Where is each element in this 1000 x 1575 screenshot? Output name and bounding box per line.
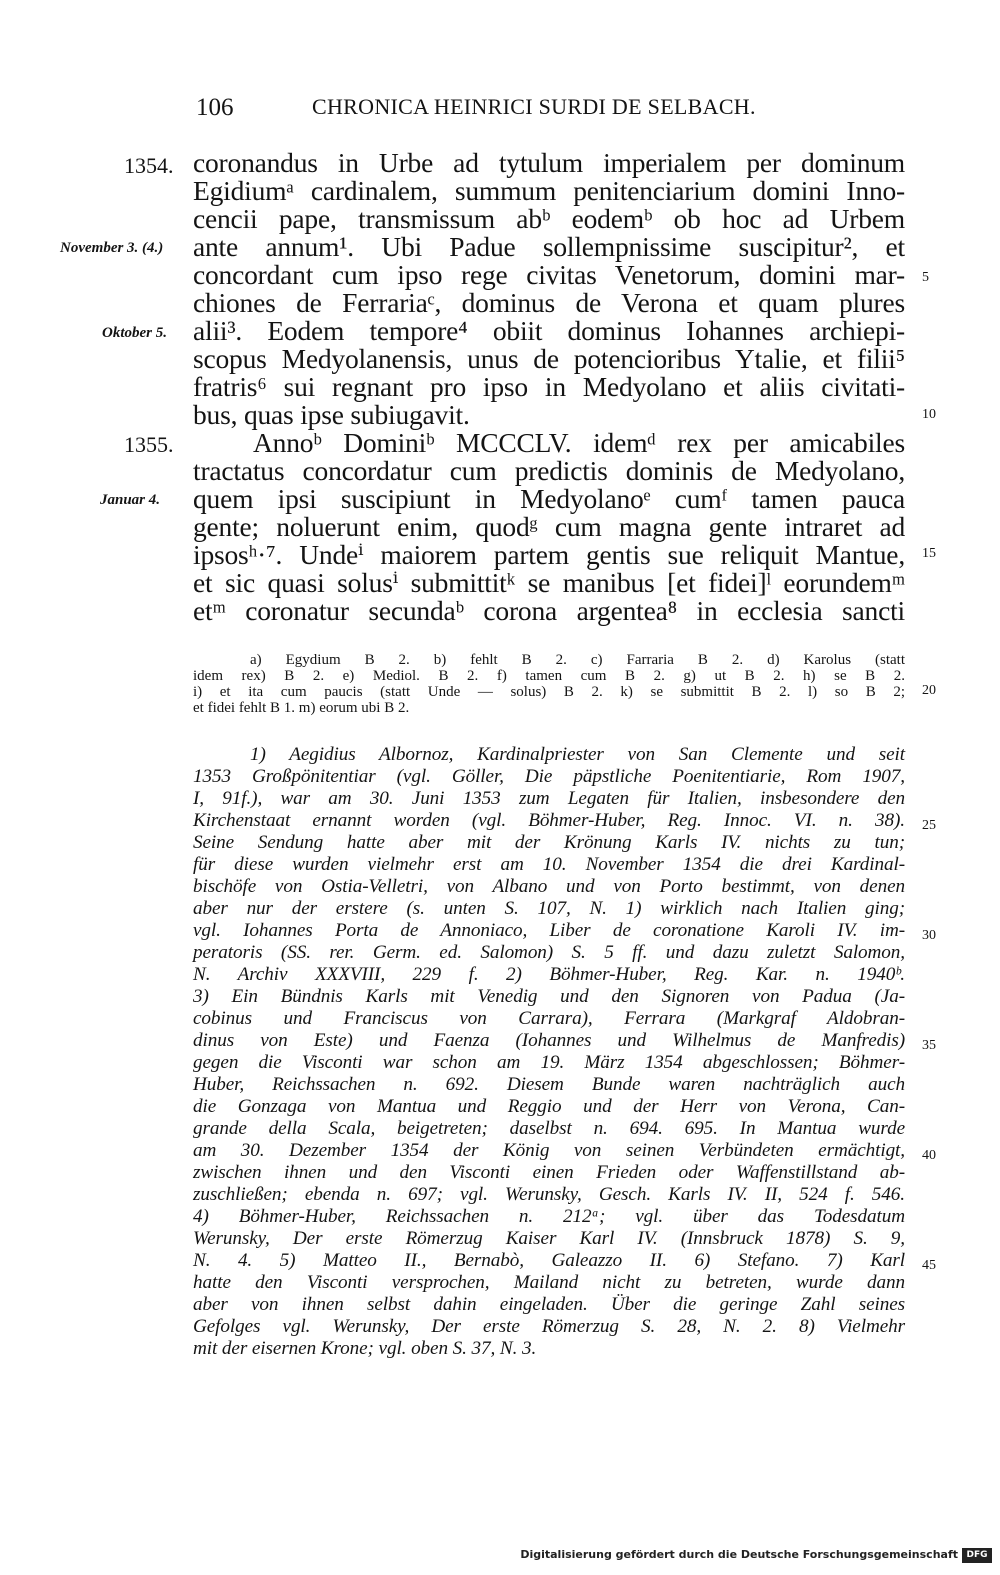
line-number: 40 <box>922 1148 936 1163</box>
line-number: 10 <box>922 407 936 422</box>
main-text-line: ante annum¹. Ubi Padue sollempnissime suscipitur², et <box>193 231 905 262</box>
main-text-line: cencii pape, transmissum abᵇ eodemᵇ ob hoc ad Urbem <box>193 203 905 234</box>
footnote-line: Werunsky, Der erste Römerzug Kaiser Karl IV. (Innsbruck 1878) S. 9, <box>193 1228 905 1249</box>
main-text-line: scopus Medyolanensis, unus de potencioribus Ytalie, et filii⁵ <box>193 343 905 374</box>
main-text-line: tractatus concordatur cum predictis dominis de Medyolano, <box>193 455 905 486</box>
footnote-line: die Gonzaga von Mantua und Reggio und der Herr von Verona, Can- <box>193 1096 905 1117</box>
footnote-line: hatte den Visconti versprochen, Mailand nicht zu betreten, wurde dann <box>193 1272 905 1293</box>
main-text-line: Egidiumᵃ cardinalem, summum penitenciarium domini Inno- <box>193 175 905 206</box>
footnote-line: cobinus und Franciscus von Carrara), Ferrara (Markgraf Aldobran- <box>193 1008 905 1029</box>
main-text-line: bus, quas ipse subiugavit. <box>193 399 470 430</box>
footnote-line: Gefolges vgl. Werunsky, Der erste Römerzug S. 28, N. 2. 8) Vielmehr <box>193 1316 905 1337</box>
margin-date-januar: Januar 4. <box>100 492 161 508</box>
footnote-line: I, 91f.), war am 30. Juni 1353 zum Legaten für Italien, insbesondere den <box>193 788 905 809</box>
line-number: 25 <box>922 818 936 833</box>
variant-line: i) et ita cum paucis (statt Unde — solus) B 2. k) se submittit B 2. l) so B 2; <box>193 684 905 700</box>
footnote-line: dinus von Este) und Faenza (Iohannes und Wilhelmus de Manfredis) <box>193 1030 905 1051</box>
main-text-line: gente; noluerunt enim, quodᵍ cum magna gente intraret ad <box>193 511 905 542</box>
margin-year-1354: 1354. <box>124 153 174 178</box>
footnote-line: 4) Böhmer-Huber, Reichssachen n. 212ᵃ; vgl. über das Todesdatum <box>193 1206 905 1227</box>
variant-line: idem rex) B 2. e) Mediol. B 2. f) tamen cum B 2. g) ut B 2. h) se B 2. <box>193 668 905 684</box>
main-text-line: coronandus in Urbe ad tytulum imperialem per dominum <box>193 147 905 178</box>
main-text-line: chiones de Ferrariaᶜ, dominus de Verona et quam plures <box>193 287 905 318</box>
footnote-line: Seine Sendung hatte aber mit der Krönung Karls IV. nichts zu tun; <box>193 832 905 853</box>
margin-date-november: November 3. (4.) <box>60 240 164 256</box>
footnote-line: Kirchenstaat ernannt worden (vgl. Böhmer-Huber, Reg. Innoc. VI. n. 38). <box>193 810 905 831</box>
line-number: 5 <box>922 270 929 285</box>
main-text <box>193 149 905 625</box>
footnote-line: für diese wurden vielmehr erst am 10. November 1354 die drei Kardinal- <box>193 854 905 875</box>
margin-year-1355: 1355. <box>124 432 174 457</box>
footnote-line: 1) Aegidius Albornoz, Kardinalpriester von San Clemente und seit <box>250 744 905 765</box>
line-number: 35 <box>922 1038 936 1053</box>
footnote-line: aber von ihnen selbst dahin eingeladen. Über die geringe Zahl seines <box>193 1294 905 1315</box>
main-text-line: et sic quasi solusⁱ submittitᵏ se manibus [et fidei]ˡ eorundemᵐ <box>193 567 905 598</box>
variant-readings <box>193 652 905 716</box>
main-text-line: fratris⁶ sui regnant pro ipso in Medyolano et aliis civitati- <box>193 371 905 402</box>
line-number: 20 <box>922 683 936 698</box>
main-text-line: ipsosʰ·⁷. Undeⁱ maiorem partem gentis sue reliquit Mantue, <box>193 539 905 570</box>
footnote-line: peratoris (SS. rer. Germ. ed. Salomon) S. 5 ff. und dazu zuletzt Salomon, <box>193 942 905 963</box>
line-number: 45 <box>922 1258 936 1273</box>
footnotes <box>193 744 905 1360</box>
footnote-line: grande della Scala, beigetreten; daselbst n. 694. 695. In Mantua wurde <box>193 1118 905 1139</box>
footnote-line: am 30. Dezember 1354 der König von seinen Verbündeten ermächtigt, <box>193 1140 905 1161</box>
footnote-line: zuschließen; ebenda n. 697; vgl. Werunsky, Gesch. Karls IV. II, 524 f. 546. <box>193 1184 905 1205</box>
footnote-line: mit der eisernen Krone; vgl. oben S. 37, N. 3. <box>193 1338 537 1359</box>
variant-line: a) Egydium B 2. b) fehlt B 2. c) Farraria B 2. d) Karolus (statt <box>250 652 905 668</box>
footnote-line: 3) Ein Bündnis Karls mit Venedig und den Signoren von Padua (Ja- <box>193 986 905 1007</box>
footnote-line: gegen die Visconti war schon am 19. März 1354 abgeschlossen; Böhmer- <box>193 1052 905 1073</box>
dfg-logo: DFG <box>962 1548 992 1563</box>
footnote-line: 1353 Großpönitentiar (vgl. Göller, Die päpstliche Poenitentiarie, Rom 1907, <box>193 766 905 787</box>
margin-date-oktober: Oktober 5. <box>102 325 167 341</box>
variant-line: et fidei fehlt B 1. m) eorum ubi B 2. <box>193 700 410 716</box>
footnote-line: bischöfe von Ostia-Velletri, von Albano und von Porto bestimmt, von denen <box>193 876 905 897</box>
main-text-line: Annoᵇ Dominiᵇ MCCCLV. idemᵈ rex per amicabiles <box>253 427 905 458</box>
main-text-line: alii³. Eodem tempore⁴ obiit dominus Iohannes archiepi- <box>193 315 905 346</box>
footnote-line: N. Archiv XXXVIII, 229 f. 2) Böhmer-Huber, Reg. Kar. n. 1940ᵇ. <box>193 964 905 985</box>
footnote-line: vgl. Iohannes Porta de Annoniaco, Liber de coronatione Karoli IV. im- <box>193 920 905 941</box>
footnote-line: N. 4. 5) Matteo II., Bernabò, Galeazzo II. 6) Stefano. 7) Karl <box>193 1250 905 1271</box>
main-text-line: etᵐ coronatur secundaᵇ corona argentea⁸ in ecclesia sancti <box>193 595 905 626</box>
footnote-line: zwischen ihnen und den Visconti einen Frieden oder Waffenstillstand ab- <box>193 1162 905 1183</box>
page-number: 106 <box>196 94 234 121</box>
footnote-line: Huber, Reichssachen n. 692. Diesem Bunde waren nachträglich auch <box>193 1074 905 1095</box>
line-number: 15 <box>922 546 936 561</box>
line-number: 30 <box>922 928 936 943</box>
main-text-line: quem ipsi suscipiunt in Medyolanoᵉ cumᶠ tamen pauca <box>193 483 905 514</box>
running-head: CHRONICA HEINRICI SURDI DE SELBACH. <box>312 94 756 119</box>
digitization-credit: Digitalisierung gefördert durch die Deutsche Forschungsgemeinschaft <box>520 1548 958 1561</box>
main-text-line: concordant cum ipso rege civitas Venetorum, domini mar- <box>193 259 905 290</box>
footnote-line: aber nur der erstere (s. unten S. 107, N. 1) wirklich nach Italien ging; <box>193 898 905 919</box>
